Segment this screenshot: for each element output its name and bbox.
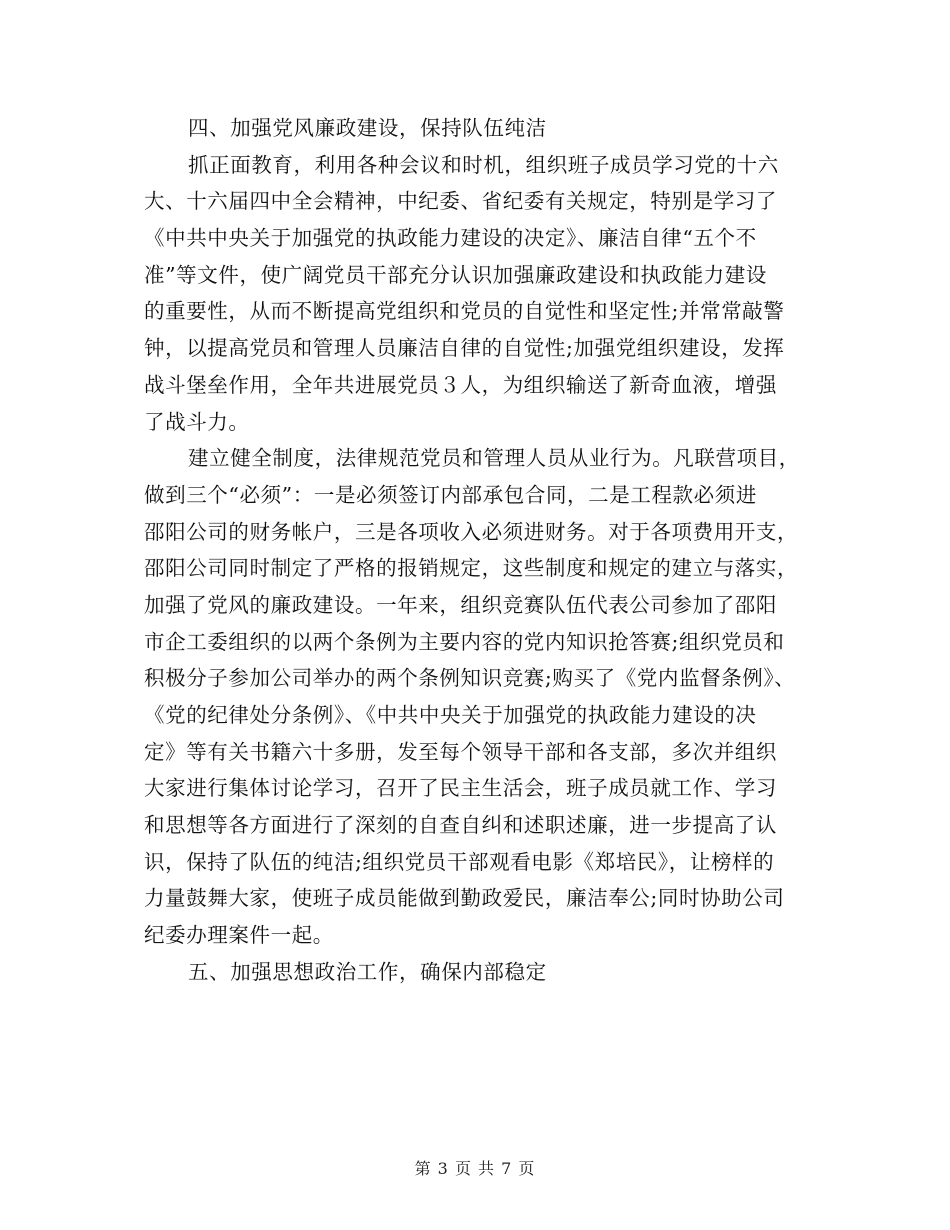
paragraph-party-education	[144, 147, 808, 441]
paragraph-line: 纪委办理案件一起。	[144, 923, 334, 948]
paragraph-system-building	[144, 440, 808, 954]
paragraph-line: 识，保持了队伍的纯洁;组织党员干部观看电影《郑培民》，让榜样的	[144, 849, 775, 874]
paragraph-line: 准”等文件，使广阔党员干部充分认识加强廉政建设和执政能力建设	[144, 262, 767, 287]
paragraph-line: 加强了党风的廉政建设。一年来，组织竞赛队伍代表公司参加了邵阳	[144, 592, 777, 617]
paragraph-line: 钟，以提高党员和管理人员廉洁自律的自觉性;加强党组织建设，发挥	[144, 336, 785, 361]
paragraph-line: 积极分子参加公司举办的两个条例知识竞赛;购买了《党内监督条例》、	[144, 666, 796, 691]
paragraph-line: 大、十六届四中全会精神，中纪委、省纪委有关规定，特别是学习了	[144, 189, 777, 214]
paragraph-line: 邵阳公司同时制定了严格的报销规定，这些制度和规定的建立与落实，	[144, 556, 799, 581]
section-heading-5: 五、加强思想政治工作，确保内部稳定	[188, 959, 547, 984]
paragraph-line: 建立健全制度，法律规范党员和管理人员从业行为。凡联营项目，	[188, 446, 800, 471]
paragraph-line: 做到三个“必须”：一是必须签订内部承包合同，二是工程款必须进	[144, 482, 757, 507]
paragraph-line: 了战斗力。	[144, 409, 250, 434]
paragraph-line: 邵阳公司的财务帐户，三是各项收入必须进财务。对于各项费用开支，	[144, 519, 799, 544]
paragraph-line: 战斗堡垒作用，全年共进展党员３人，为组织输送了新奇血液，增强	[144, 372, 777, 397]
paragraph-line: 《中共中央关于加强党的执政能力建设的决定》、廉洁自律“五个不	[144, 226, 757, 251]
paragraph-line: 力量鼓舞大家，使班子成员能做到勤政爱民，廉洁奉公;同时协助公司	[144, 886, 785, 911]
paragraph-line: 定》等有关书籍六十多册，发至每个领导干部和各支部，多次并组织	[144, 739, 777, 764]
paragraph-line: 《党的纪律处分条例》、《中共中央关于加强党的执政能力建设的决	[144, 703, 757, 727]
page-number-footer: 第 3 页 共 7 页	[414, 1159, 536, 1178]
paragraph-line: 的重要性，从而不断提高党组织和党员的自觉性和坚定性;并常常敲警	[144, 299, 785, 324]
paragraph-line: 大家进行集体讨论学习，召开了民主生活会，班子成员就工作、学习	[144, 776, 777, 801]
paragraph-line: 市企工委组织的以两个条例为主要内容的党内知识抢答赛;组织党员和	[144, 629, 785, 654]
paragraph-line: 抓正面教育，利用各种会议和时机，组织班子成员学习党的十六	[188, 152, 779, 177]
paragraph-line: 和思想等各方面进行了深刻的自查自纠和述职述廉，进一步提高了认	[144, 813, 777, 838]
section-heading-4: 四、加强党风廉政建设，保持队伍纯洁	[188, 116, 547, 140]
document-body	[144, 110, 808, 991]
